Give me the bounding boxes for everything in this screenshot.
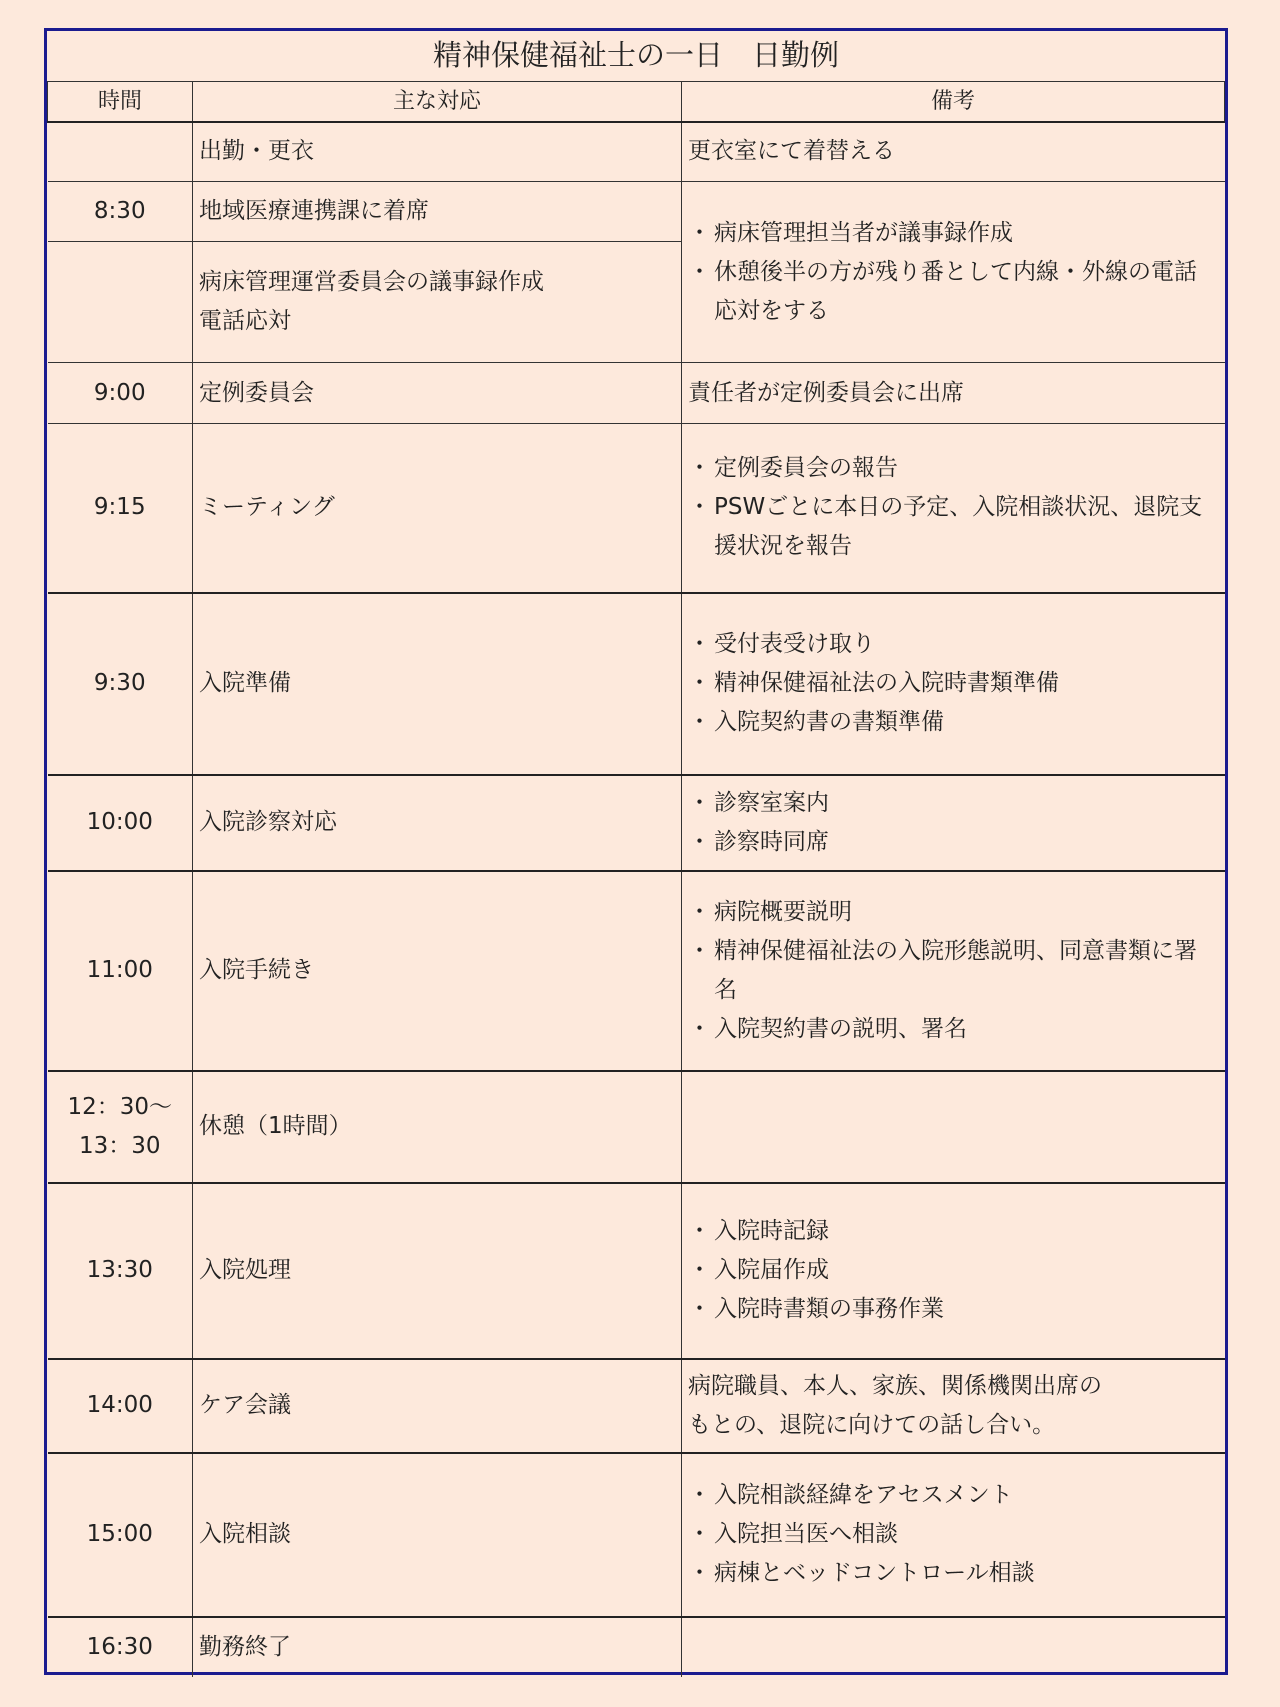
time-cell [48,242,193,363]
action-cell [193,1071,682,1183]
table-row [48,1617,1225,1677]
note-bullet: ・ 定例委員会の報告 [688,449,1219,488]
time-cell: 15:00 [48,1453,193,1617]
note-cell [682,871,1225,1071]
action-text: 出勤・更衣 [199,138,314,165]
time-cell: 9:30 [48,593,193,775]
action-cell [193,1453,682,1617]
action-cell [193,122,682,182]
action-cell [193,1617,682,1677]
action-text: 地域医療連携課に着席 [199,198,429,224]
action-text: 休憩（1時間） [199,1113,352,1139]
table-row [48,122,1225,182]
title-row [48,31,1225,81]
time-cell: 11:00 [48,871,193,1071]
note-bullet: ・ 病棟とベッドコントロール相談 [688,1554,1219,1593]
note-bullet: ・ 診察室案内 [688,784,1219,823]
note-bullet: ・ 入院契約書の書類準備 [688,703,1219,742]
note-cell [682,363,1225,424]
note-cell [682,1453,1225,1617]
note-cell [682,1183,1225,1359]
note-bullet: ・ 入院契約書の説明、署名 [688,1010,1219,1049]
note-bullet: ・ PSWごとに本日の予定、入院相談状況、退院支援状況を報告 [688,488,1219,566]
table-row [48,593,1225,775]
note-bullet: ・ 受付表受け取り [688,625,1219,664]
action-cell [193,424,682,593]
note-cell [682,775,1225,871]
time-cell: 13:30 [48,1183,193,1359]
action-text: 定例委員会 [199,379,314,406]
column-header-time: 時間 [48,81,193,122]
action-cell [193,363,682,424]
table-row [48,424,1225,593]
time-cell: 10:00 [48,775,193,871]
table-row [48,1453,1225,1617]
table-row [48,363,1225,424]
note-bullet: ・ 精神保健福祉法の入院時書類準備 [688,664,1219,703]
note-bullet: ・ 病院概要説明 [688,893,1219,932]
column-header-note: 備考 [682,81,1225,122]
action-text: 入院診察対応 [199,809,337,835]
table-row [48,1183,1225,1359]
action-cell [193,1183,682,1359]
time-cell: 16:30 [48,1617,193,1677]
time-text: 12：30～ [67,1093,173,1120]
note-bullet: ・ 入院相談経緯をアセスメント [688,1476,1219,1515]
note-cell [682,1071,1225,1183]
note-text: 病院職員、本人、家族、関係機関出席の [688,1372,1102,1399]
schedule-frame [44,28,1228,1675]
note-bullet: ・ 病床管理担当者が議事録作成 [688,214,1219,253]
note-text: もとの、退院に向けての話し合い。 [688,1411,1056,1438]
action-text: 病床管理運営委員会の議事録作成 [199,269,544,295]
action-text: 勤務終了 [199,1633,291,1660]
note-bullet: ・ 入院時記録 [688,1212,1219,1251]
note-bullet: ・ 入院時書類の事務作業 [688,1290,1219,1329]
note-cell [682,1617,1225,1677]
action-text: ケア会議 [199,1392,291,1418]
time-cell: 9:00 [48,363,193,424]
time-text: 13：30 [78,1132,161,1159]
note-cell [682,593,1225,775]
time-cell: 14:00 [48,1359,193,1453]
note-bullet: ・ 入院届作成 [688,1251,1219,1290]
note-cell [682,424,1225,593]
table-row [48,1071,1225,1183]
column-header-action: 主な対応 [193,81,682,122]
note-text: 更衣室にて着替える [688,138,895,165]
time-cell: 9:15 [48,424,193,593]
note-bullet: ・ 休憩後半の方が残り番として内線・外線の電話応対をする [688,253,1219,331]
note-bullet: ・ 精神保健福祉法の入院形態説明、同意書類に署名 [688,932,1219,1010]
schedule-table [47,31,1225,1677]
time-cell [48,1071,193,1183]
action-text: ミーティング [199,494,335,521]
action-text: 入院手続き [199,957,314,983]
action-text: 電話応対 [199,308,291,334]
table-row [48,182,1225,242]
note-bullet: ・ 診察時同席 [688,823,1219,862]
action-text: 入院準備 [199,670,291,696]
note-cell [682,182,1225,363]
note-text: 責任者が定例委員会に出席 [688,379,964,406]
action-text: 入院処理 [199,1257,291,1283]
time-cell [48,122,193,182]
action-cell [193,242,682,363]
action-cell [193,593,682,775]
table-row [48,1359,1225,1453]
table-row [48,871,1225,1071]
table-row [48,775,1225,871]
note-bullet: ・ 入院担当医へ相談 [688,1515,1219,1554]
action-text: 入院相談 [199,1521,291,1547]
action-cell [193,182,682,242]
action-cell [193,871,682,1071]
page-title: 精神保健福祉士の一日 日勤例 [48,31,1225,81]
note-cell [682,122,1225,182]
action-cell [193,775,682,871]
header-row [48,81,1225,122]
action-cell [193,1359,682,1453]
time-cell: 8:30 [48,182,193,242]
note-cell [682,1359,1225,1453]
